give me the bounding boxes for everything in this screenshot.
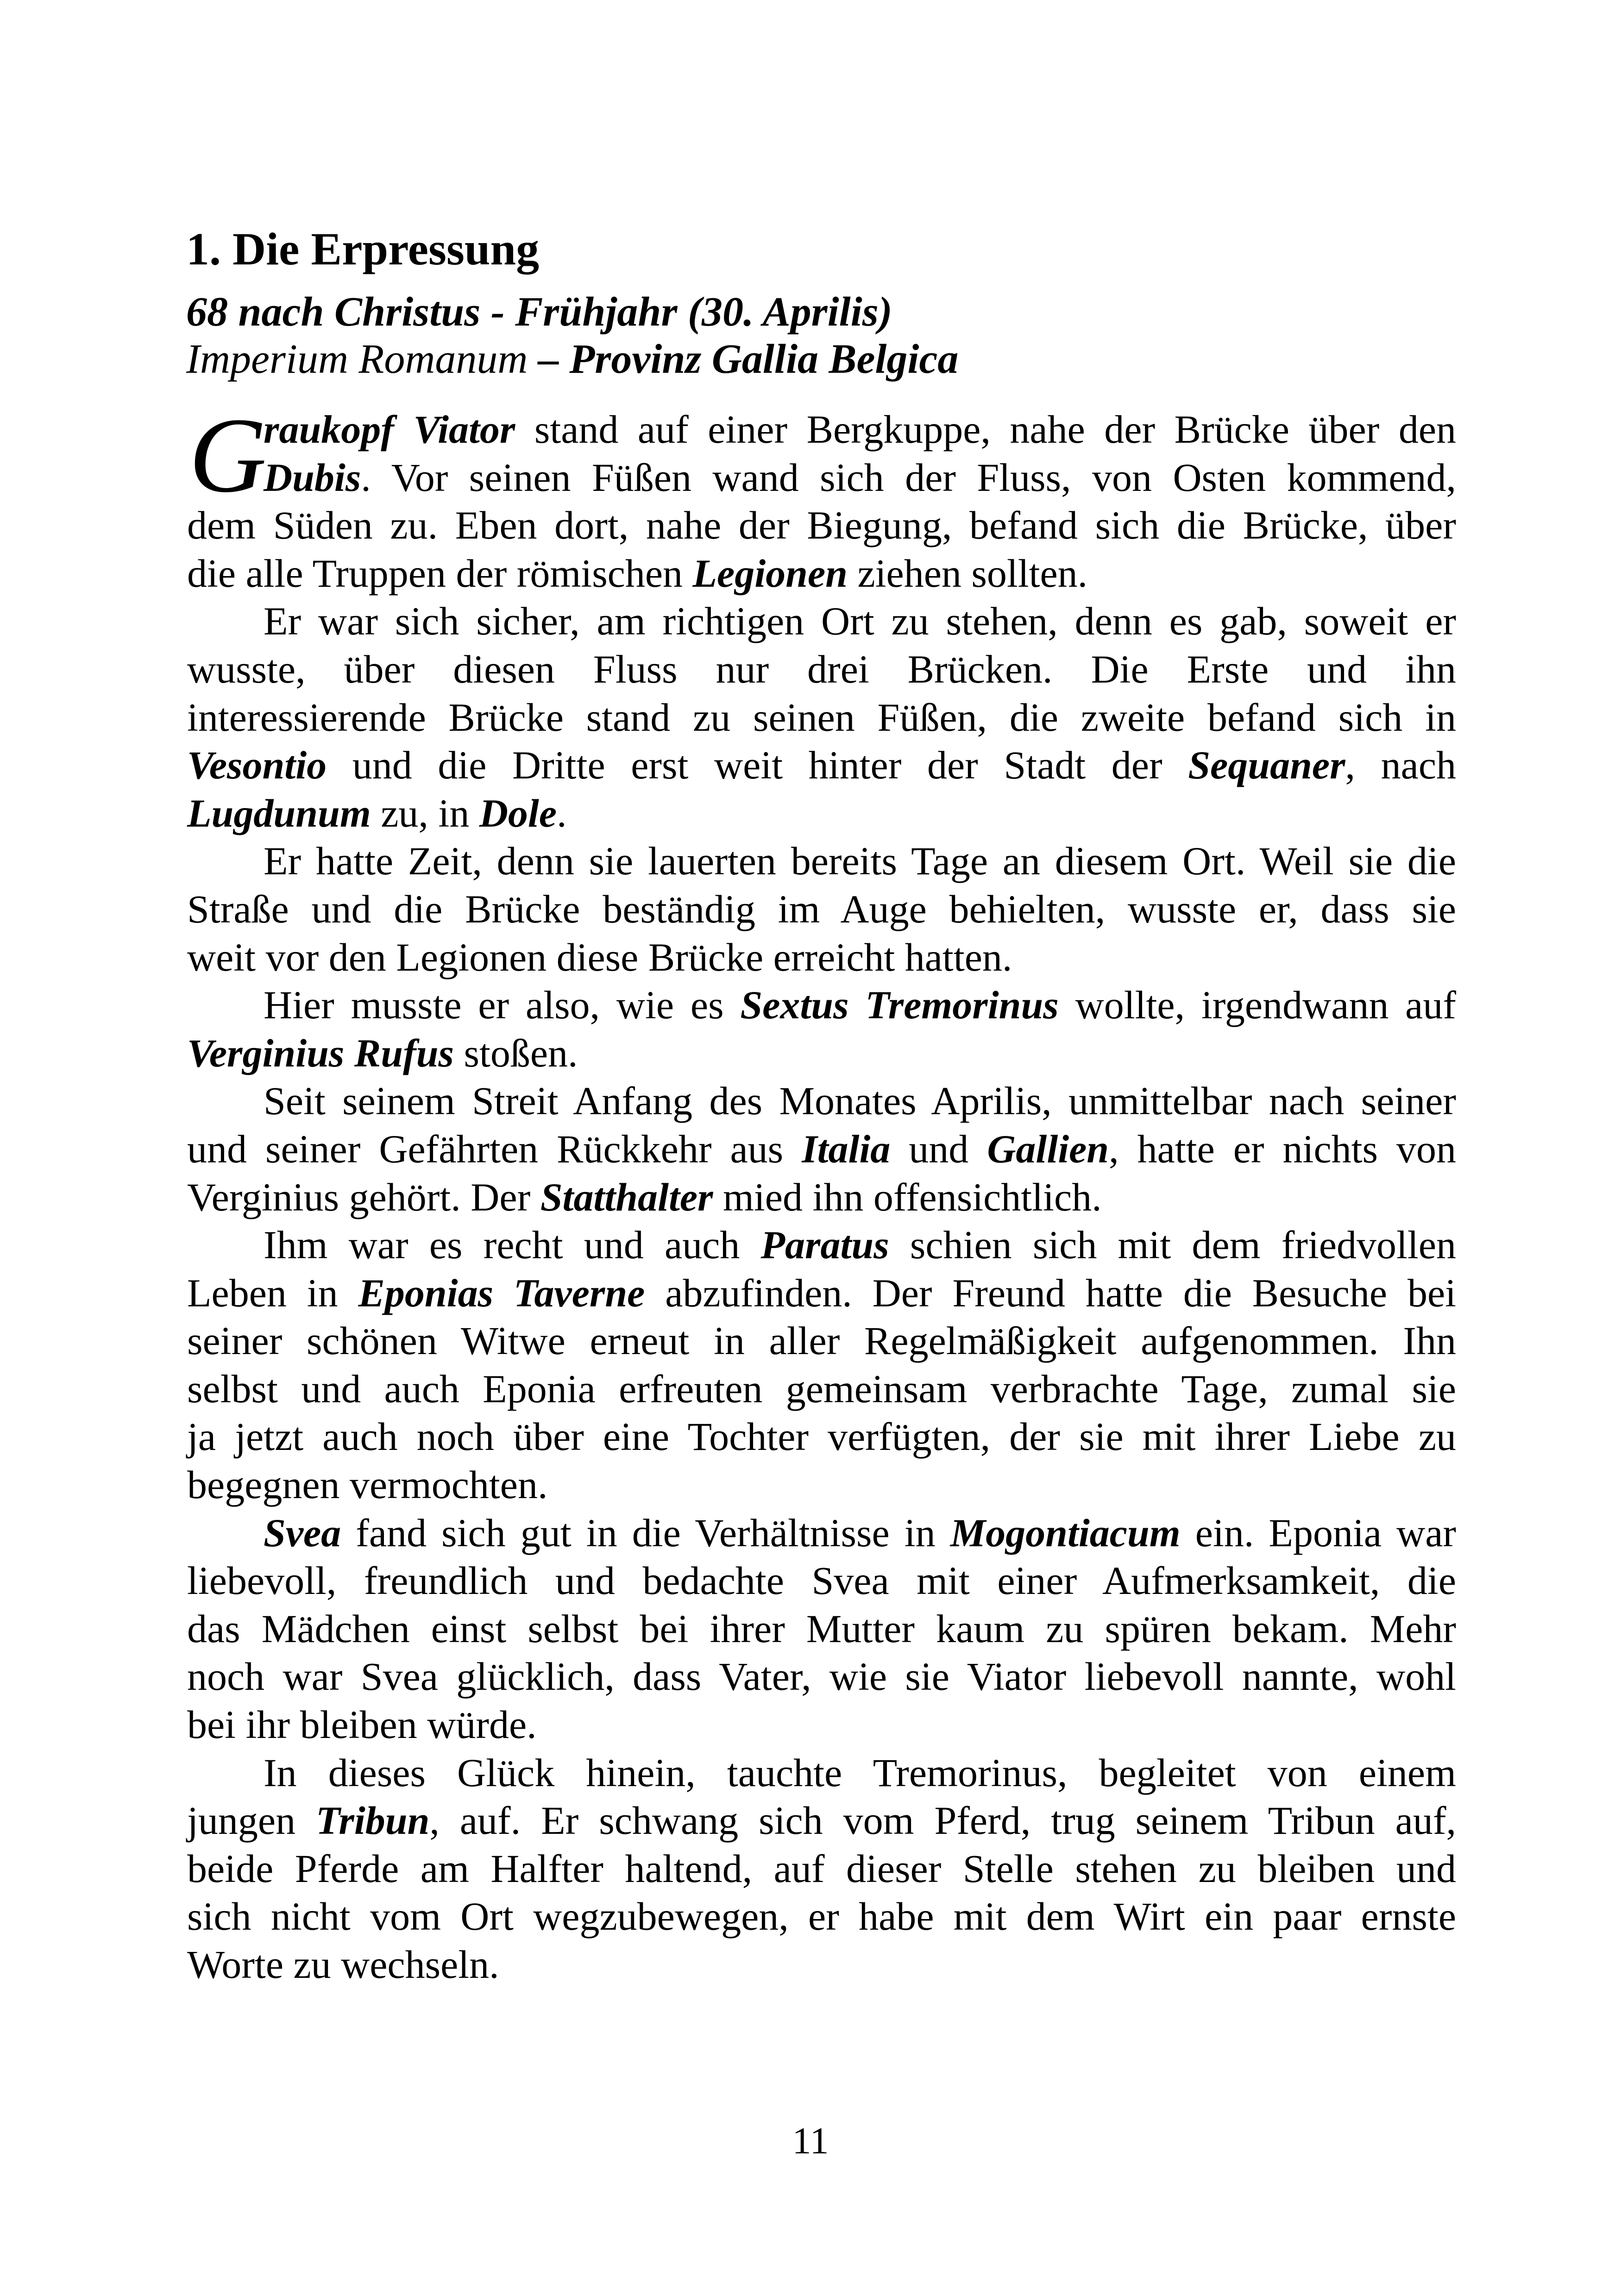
text-run: und — [890, 1126, 987, 1171]
emphasized-term: Sextus Tremorinus — [740, 983, 1059, 1028]
chapter-location-line — [186, 335, 1464, 383]
text-line — [187, 1365, 1456, 1413]
text-line — [187, 1845, 1456, 1893]
text-run: stand auf einer Bergkuppe, nahe der Brücke über den — [515, 407, 1456, 452]
text-line — [187, 646, 1456, 694]
emphasized-term: Dole — [479, 790, 557, 835]
text-run: Verginius gehört. Der — [187, 1174, 540, 1219]
text-run: bei ihr bleiben würde. — [187, 1702, 537, 1747]
text-line — [187, 981, 1456, 1029]
text-line — [187, 1029, 1456, 1078]
text-run: , nach — [1345, 743, 1456, 788]
text-line — [187, 1317, 1456, 1365]
text-run: zu, in — [371, 790, 479, 835]
text-line — [187, 597, 1456, 646]
emphasized-term: Italia — [802, 1126, 891, 1171]
text-line — [187, 1125, 1456, 1173]
text-run: interessierende Brücke stand zu seinen Füßen, die zweite befand sich in — [187, 695, 1456, 740]
text-line — [187, 1461, 1456, 1509]
text-run: , hatte er nichts von — [1109, 1126, 1456, 1171]
emphasized-term: Vesontio — [187, 743, 327, 788]
text-run: Er hatte Zeit, denn sie lauerten bereits Tage an diesem Ort. Weil sie die — [264, 839, 1456, 884]
text-run: Hier musste er also, wie es — [264, 983, 741, 1028]
emphasized-term: Dubis — [264, 455, 361, 500]
text-run: wollte, irgendwann auf — [1058, 983, 1456, 1028]
emphasized-term: Lugdunum — [187, 790, 371, 835]
location-empire: Imperium Romanum — [186, 336, 528, 382]
text-run: und seiner Gefährten Rückkehr aus — [187, 1126, 802, 1171]
text-run: In dieses Glück hinein, tauchte Tremorinus, begleitet von einem — [264, 1750, 1456, 1795]
text-run: Er war sich sicher, am richtigen Ort zu stehen, denn es gab, soweit er — [264, 599, 1456, 644]
text-line — [187, 406, 1456, 454]
text-line — [187, 454, 1456, 502]
text-line — [187, 694, 1456, 742]
text-run: abzufinden. Der Freund hatte die Besuche bei — [645, 1270, 1457, 1315]
emphasized-term: Statthalter — [540, 1174, 713, 1219]
text-line — [187, 1701, 1456, 1749]
text-run: beide Pferde am Halfter haltend, auf dieser Stelle stehen zu bleiben und — [187, 1846, 1456, 1891]
text-line — [187, 502, 1456, 550]
text-run: mied ihn offensichtlich. — [713, 1174, 1102, 1219]
text-run: Leben in — [187, 1270, 358, 1315]
text-run: stoßen. — [454, 1030, 578, 1075]
text-line — [187, 1413, 1456, 1461]
text-line — [187, 1941, 1456, 1989]
page-number: 11 — [792, 2120, 829, 2162]
text-line — [187, 1173, 1456, 1222]
text-line — [187, 1605, 1456, 1653]
text-run: . Vor seinen Füßen wand sich der Fluss, von Osten kommend, — [361, 455, 1456, 500]
chapter-date-line: 68 nach Christus - Frühjahr (30. Aprilis) — [186, 289, 892, 335]
text-line — [187, 934, 1456, 982]
text-run: ja jetzt auch noch über eine Tochter verfügten, der sie mit ihrer Liebe zu — [187, 1414, 1456, 1459]
text-line — [187, 837, 1456, 885]
emphasized-term: Verginius Rufus — [187, 1030, 454, 1075]
text-run: weit vor den Legionen diese Brücke erreicht hatten. — [187, 935, 1012, 979]
text-run: jungen — [187, 1798, 316, 1843]
text-run: , auf. Er schwang sich vom Pferd, trug seinem Tribun auf, — [429, 1798, 1456, 1843]
text-run: seiner schönen Witwe erneut in aller Regelmäßigkeit aufgenommen. Ihn — [187, 1318, 1456, 1363]
text-run: fand sich gut in die Verhältnisse in — [341, 1510, 950, 1555]
text-line — [187, 790, 1456, 838]
text-run: Worte zu wechseln. — [187, 1942, 499, 1987]
text-run: die alle Truppen der römischen — [187, 551, 693, 596]
text-run: das Mädchen einst selbst bei ihrer Mutter kaum zu spüren bekam. Mehr — [187, 1606, 1456, 1651]
text-run: wusste, über diesen Fluss nur drei Brücken. Die Erste und ihn — [187, 646, 1456, 691]
emphasized-term: Svea — [264, 1510, 341, 1555]
emphasized-term: Paratus — [760, 1223, 889, 1267]
text-run: liebevoll, freundlich und bedachte Svea mit einer Aufmerksamkeit, die — [187, 1558, 1456, 1603]
text-line — [187, 741, 1456, 790]
text-line — [187, 1749, 1456, 1797]
text-line — [187, 1797, 1456, 1845]
text-run: noch war Svea glücklich, dass Vater, wie sie Viator liebevoll nannte, wohl — [187, 1654, 1456, 1699]
emphasized-term: Mogontiacum — [950, 1510, 1181, 1555]
chapter-heading: 1. Die Erpressung — [186, 223, 540, 275]
emphasized-term: Eponias Taverne — [358, 1270, 645, 1315]
text-line — [187, 1557, 1456, 1605]
emphasized-term: Sequaner — [1188, 743, 1345, 788]
text-line — [187, 1269, 1456, 1317]
text-run: begegnen vermochten. — [187, 1462, 548, 1507]
text-run: und die Dritte erst weit hinter der Stadt der — [327, 743, 1188, 788]
text-line — [187, 1653, 1456, 1701]
chapter-body-text — [187, 396, 1457, 1989]
text-line — [187, 1077, 1456, 1125]
text-run: Straße und die Brücke beständig im Auge behielten, wusste er, dass sie — [187, 886, 1456, 931]
text-line — [187, 885, 1456, 934]
text-run: Seit seinem Streit Anfang des Monates Aprilis, unmittelbar nach seiner — [264, 1079, 1456, 1123]
text-run: ein. Eponia war — [1180, 1510, 1457, 1555]
drop-cap-letter: G — [189, 396, 267, 515]
text-run: dem Süden zu. Eben dort, nahe der Biegung, befand sich die Brücke, über — [187, 503, 1456, 548]
text-run: . — [557, 790, 567, 835]
text-line — [187, 550, 1456, 598]
emphasized-term: Legionen — [692, 551, 848, 596]
location-province: – Provinz Gallia Belgica — [528, 336, 959, 382]
text-run: schien sich mit dem friedvollen — [889, 1223, 1457, 1267]
text-line — [187, 1221, 1456, 1269]
text-line — [187, 1509, 1456, 1557]
text-run: ziehen sollten. — [847, 551, 1088, 596]
text-line — [187, 1893, 1456, 1941]
text-run: selbst und auch Eponia erfreuten gemeinsam verbrachte Tage, zumal sie — [187, 1366, 1456, 1411]
text-run: Ihm war es recht und auch — [264, 1223, 761, 1267]
emphasized-term: Gallien — [987, 1126, 1109, 1171]
text-run: sich nicht vom Ort wegzubewegen, er habe mit dem Wirt ein paar ernste — [187, 1894, 1456, 1939]
emphasized-term: Tribun — [316, 1798, 430, 1843]
emphasized-term: raukopf Viator — [264, 407, 515, 452]
